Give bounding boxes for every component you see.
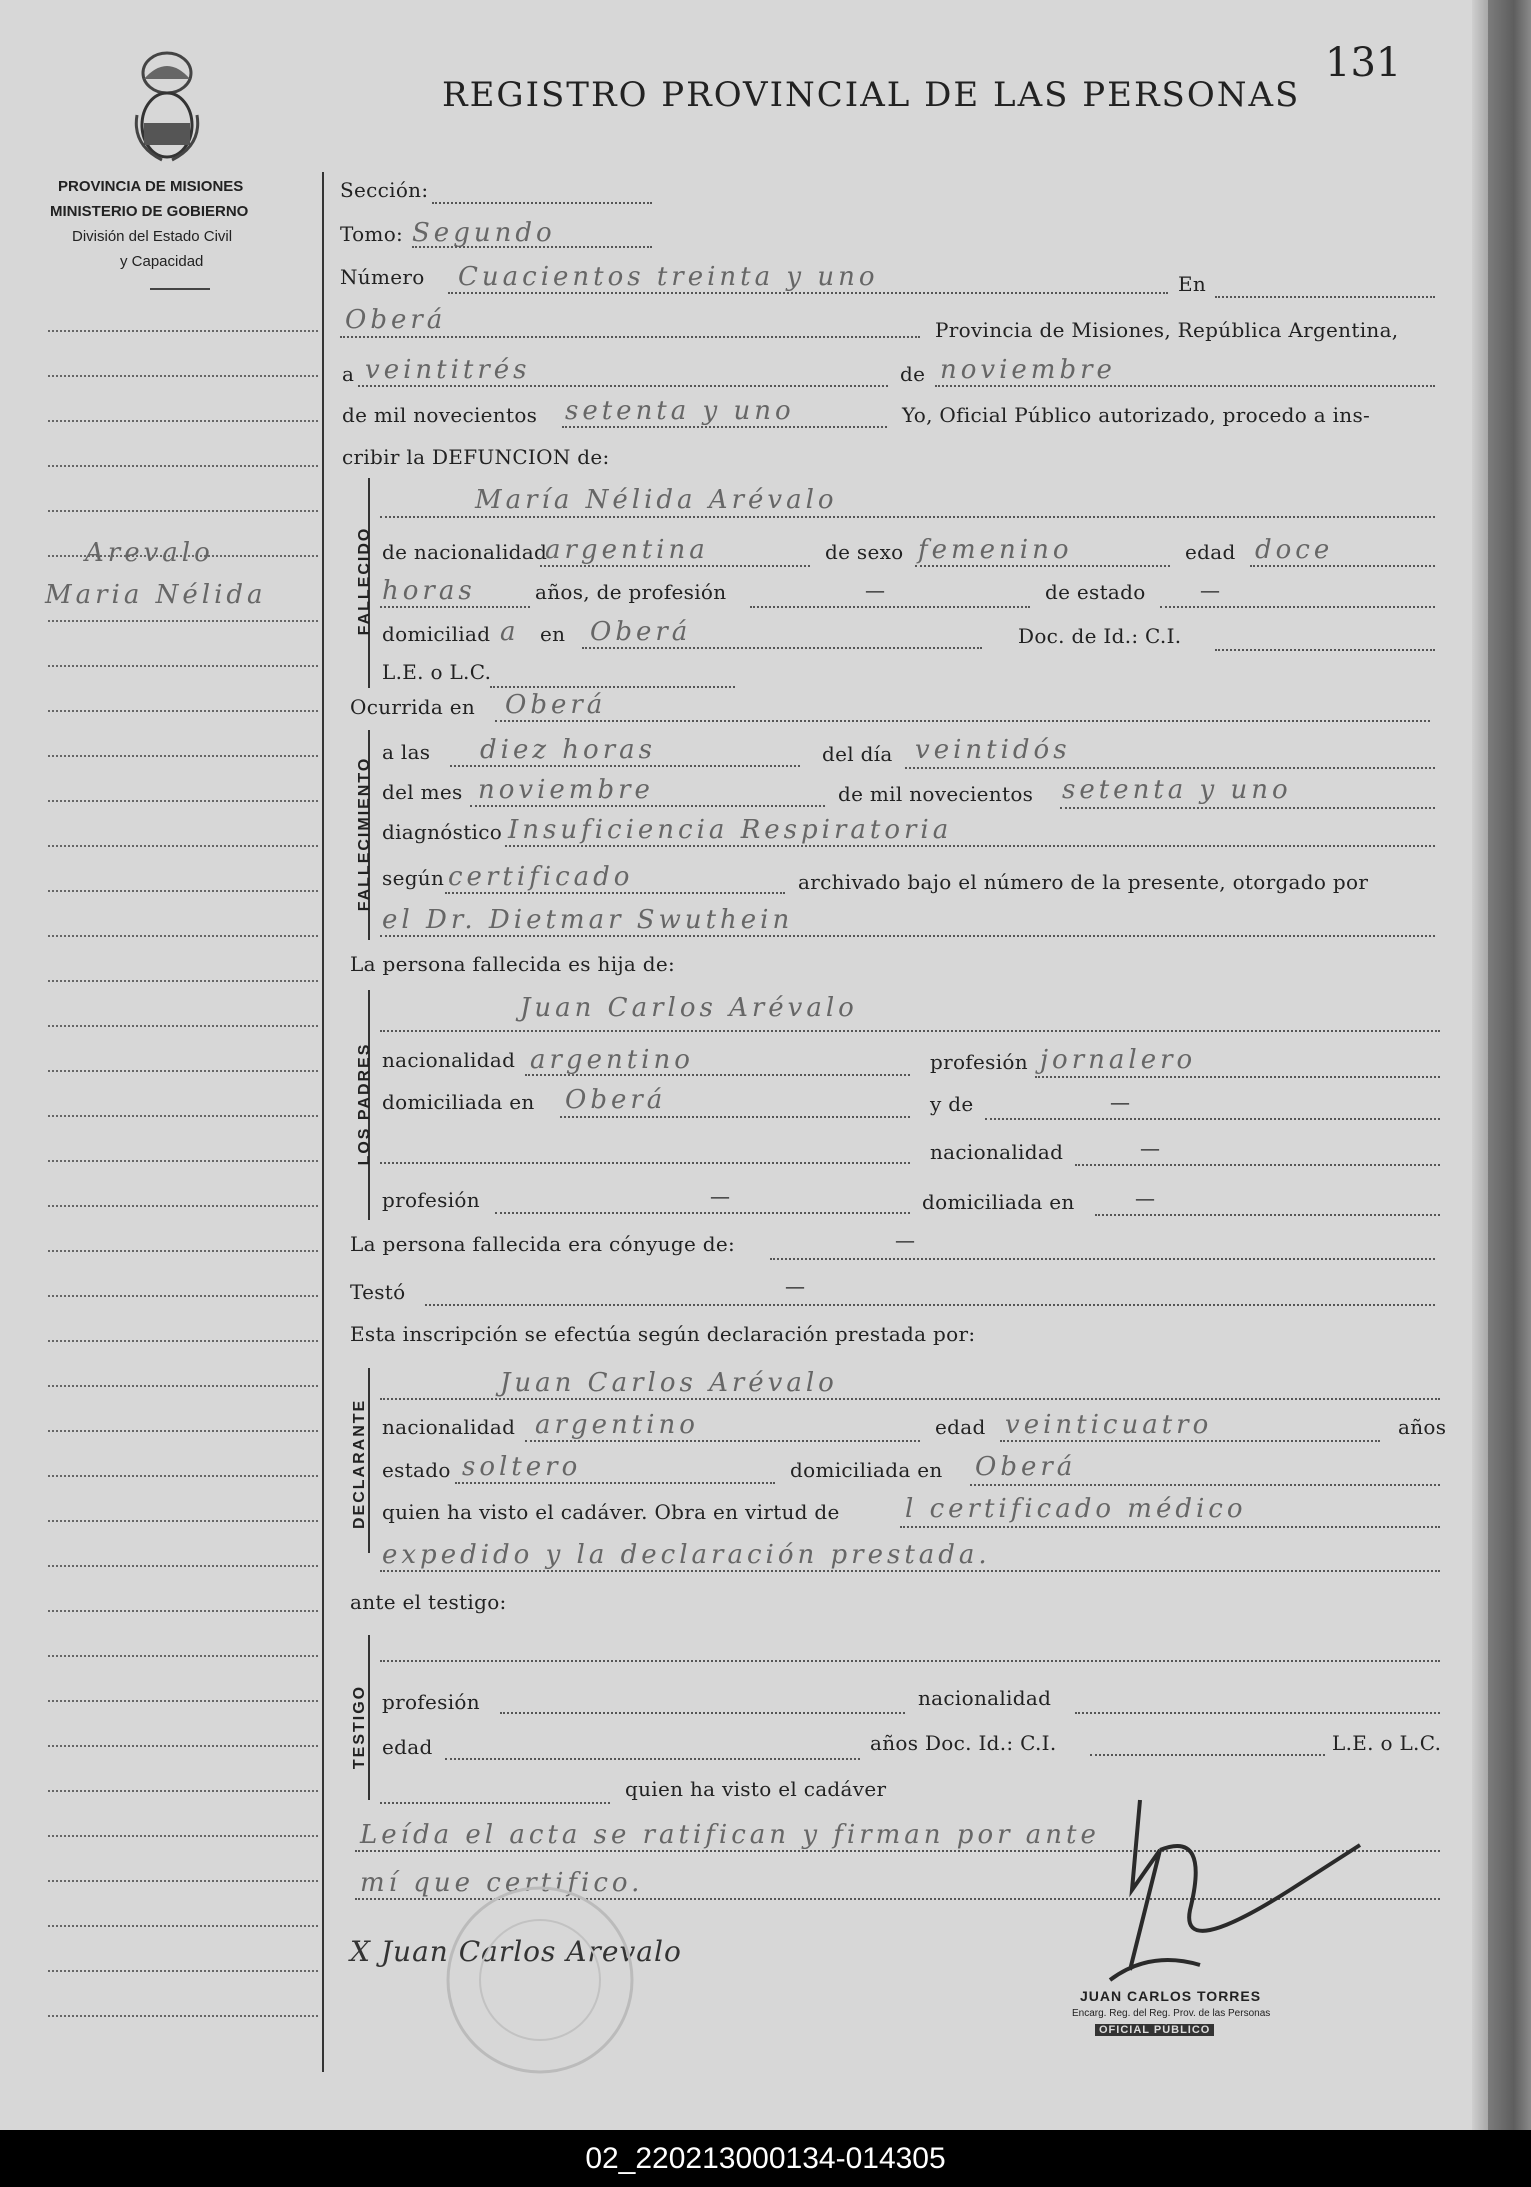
value-nacionalidad: argentina — [545, 535, 709, 565]
value-ocurrida: Oberá — [505, 690, 607, 720]
value-decl-estado: soltero — [462, 1452, 582, 1482]
label-de: de — [900, 362, 926, 386]
label-en: En — [1178, 272, 1207, 296]
value-madre-prof: — — [710, 1184, 731, 1208]
label-profesion-padre: profesión — [930, 1050, 1028, 1074]
margin-line — [48, 1475, 318, 1477]
value-decl-nac: argentino — [535, 1410, 699, 1440]
value-anio: setenta y uno — [565, 396, 795, 426]
signature-declarante: X Juan Carlos Arevalo — [350, 1935, 682, 1968]
office-line: División del Estado Civil — [72, 228, 233, 245]
page-number: 131 — [1325, 40, 1402, 86]
value-testo: — — [785, 1274, 806, 1298]
section-label-padres: LOS PADRES — [356, 1042, 373, 1166]
label-del-mes: del mes — [382, 780, 463, 804]
stamp-name: JUAN CARLOS TORRES — [1080, 1988, 1262, 2004]
margin-line — [48, 1925, 318, 1927]
value-nombre: María Nélida Arévalo — [475, 485, 838, 515]
margin-line — [48, 1970, 318, 1972]
label-nacionalidad-decl: nacionalidad — [382, 1415, 516, 1439]
label-mil: de mil novecientos — [342, 403, 538, 427]
margin-line — [48, 845, 318, 847]
label-quien-visto: quien ha visto el cadáver. Obra en virtud de — [382, 1500, 840, 1524]
label-anos-decl: años — [1398, 1415, 1447, 1439]
value-cierre-1: Leída el acta se ratifican y firman por ante — [360, 1820, 1100, 1850]
label-tomo: Tomo: — [340, 222, 404, 246]
margin-line — [48, 1610, 318, 1612]
value-madre-nac: — — [1140, 1136, 1161, 1160]
officer-signature-icon — [1090, 1770, 1370, 2000]
margin-line — [48, 1340, 318, 1342]
office-line: PROVINCIA DE MISIONES — [58, 178, 244, 195]
official-seal-icon — [440, 1880, 640, 2080]
value-mes: noviembre — [940, 355, 1116, 385]
label-domiciliad: domiciliad — [382, 622, 491, 646]
label-anos-doc: años Doc. Id.: C.I. — [870, 1731, 1057, 1755]
value-obra-virtud-1: l certificado médico — [905, 1494, 1247, 1524]
value-segun: certificado — [448, 862, 634, 892]
value-diagnostico: Insuficiencia Respiratoria — [508, 815, 953, 845]
label-a: a — [342, 362, 355, 386]
value-padre: Juan Carlos Arévalo — [520, 993, 858, 1023]
margin-line — [48, 665, 318, 667]
margin-given-name: Maria Nélida — [45, 580, 267, 610]
label-del-dia: del día — [822, 742, 893, 766]
label-ocurrida: Ocurrida en — [350, 695, 476, 719]
margin-line — [48, 1160, 318, 1162]
value-conyuge: — — [895, 1228, 916, 1252]
margin-line — [48, 420, 318, 422]
label-y-de: y de — [930, 1092, 974, 1116]
margin-line — [48, 710, 318, 712]
value-padre-dom: Oberá — [565, 1085, 667, 1115]
coat-of-arms-icon — [132, 45, 202, 165]
margin-line — [48, 1835, 318, 1837]
margin-line — [48, 620, 318, 622]
value-numero: Cuacientos treinta y uno — [458, 262, 879, 292]
label-a-las: a las — [382, 740, 431, 764]
value-mes-fallec: noviembre — [478, 775, 654, 805]
label-oficial: Yo, Oficial Público autorizado, procedo a ins- — [902, 403, 1371, 427]
margin-line — [48, 1520, 318, 1522]
label-edad: edad — [1185, 540, 1236, 564]
label-de-mil: de mil novecientos — [838, 782, 1034, 806]
margin-line — [48, 1655, 318, 1657]
margin-line — [48, 1880, 318, 1882]
value-profesion: — — [865, 578, 886, 602]
margin-line — [48, 1295, 318, 1297]
label-provincia: Provincia de Misiones, República Argentina, — [935, 318, 1399, 342]
margin-line — [48, 1745, 318, 1747]
value-declarante: Juan Carlos Arévalo — [500, 1368, 838, 1398]
margin-line — [48, 890, 318, 892]
label-domiciliada-padre: domiciliada en — [382, 1090, 535, 1114]
value-dia: veintitrés — [365, 355, 531, 385]
label-doc-id: Doc. de Id.: C.I. — [1018, 624, 1182, 648]
book-binding — [1488, 0, 1531, 2130]
label-archivado: archivado bajo el número de la presente, otorgado por — [798, 870, 1369, 894]
label-nacionalidad-testigo: nacionalidad — [918, 1686, 1052, 1710]
margin-line — [48, 1700, 318, 1702]
value-domicilio: Oberá — [590, 617, 692, 647]
office-line: y Capacidad — [120, 253, 204, 270]
label-nacionalidad: de nacionalidad — [382, 540, 548, 564]
value-en-lugar: Oberá — [345, 305, 447, 335]
label-domiciliada-decl: domiciliada en — [790, 1458, 943, 1482]
label-en: en — [540, 622, 566, 646]
page-edge — [1472, 0, 1488, 2130]
label-diagnostico: diagnóstico — [382, 820, 503, 844]
section-label-fallecido: FALLECIDO — [356, 526, 373, 636]
margin-line — [48, 1205, 318, 1207]
label-profesion-testigo: profesión — [382, 1690, 480, 1714]
margin-line — [48, 980, 318, 982]
value-sexo: femenino — [918, 535, 1073, 565]
value-decl-edad: veinticuatro — [1005, 1410, 1213, 1440]
margin-border — [322, 172, 324, 2072]
label-testo: Testó — [350, 1280, 406, 1304]
label-nacionalidad-madre: nacionalidad — [930, 1140, 1064, 1164]
label-anos-profesion: años, de profesión — [535, 580, 727, 604]
label-hija-de: La persona fallecida es hija de: — [350, 952, 676, 976]
margin-line — [48, 1070, 318, 1072]
label-edad-testigo: edad — [382, 1735, 433, 1759]
label-nacionalidad-padre: nacionalidad — [382, 1048, 516, 1072]
value-domiciliad-suffix: a — [500, 617, 520, 647]
label-segun: según — [382, 866, 445, 890]
margin-line — [48, 465, 318, 467]
stamp-role: Encarg. Reg. del Reg. Prov. de las Personas — [1072, 2008, 1271, 2019]
label-ante-testigo: ante el testigo: — [350, 1590, 507, 1614]
section-label-declarante: DECLARANTE — [351, 1398, 368, 1529]
label-sexo: de sexo — [825, 540, 904, 564]
label-seccion: Sección: — [340, 178, 429, 202]
value-decl-dom: Oberá — [975, 1452, 1077, 1482]
value-edad-unidad: horas — [382, 576, 476, 606]
value-otorgado-por: el Dr. Dietmar Swuthein — [382, 905, 794, 935]
margin-line — [48, 1430, 318, 1432]
margin-line — [48, 330, 318, 332]
value-estado: — — [1200, 578, 1221, 602]
value-padre-nac: argentino — [530, 1045, 694, 1075]
office-line: MINISTERIO DE GOBIERNO — [50, 203, 249, 220]
image-filename: 02_220213000134-014305 — [0, 2130, 1531, 2187]
margin-line — [48, 375, 318, 377]
label-estado: de estado — [1045, 580, 1146, 604]
value-hora: diez horas — [480, 735, 656, 765]
value-anio-fallec: setenta y uno — [1062, 775, 1292, 805]
value-dia-fallec: veintidós — [915, 735, 1071, 765]
label-conyuge: La persona fallecida era cónyuge de: — [350, 1232, 736, 1256]
margin-line — [48, 1790, 318, 1792]
value-tomo: Segundo — [412, 218, 556, 248]
page-title: REGISTRO PROVINCIAL DE LAS PERSONAS — [442, 75, 1301, 115]
value-cierre-2: mí que certifico. — [360, 1868, 644, 1898]
margin-surname: Arevalo — [85, 538, 214, 568]
label-profesion-madre: profesión — [382, 1188, 480, 1212]
label-edad-decl: edad — [935, 1415, 986, 1439]
value-madre: — — [1110, 1090, 1131, 1114]
margin-line — [48, 1025, 318, 1027]
label-domiciliada-madre: domiciliada en — [922, 1190, 1075, 1214]
label-le-lc-testigo: L.E. o L.C. — [1332, 1731, 1442, 1755]
margin-line — [48, 1565, 318, 1567]
label-numero: Número — [340, 265, 425, 289]
value-obra-virtud-2: expedido y la declaración prestada. — [382, 1540, 991, 1570]
margin-line — [48, 935, 318, 937]
section-label-testigo: TESTIGO — [351, 1684, 368, 1770]
section-label-fallecimiento: FALLECIMIENTO — [356, 756, 373, 912]
label-inscribir: cribir la DEFUNCION de: — [342, 445, 610, 469]
stamp-title: OFICIAL PÚBLICO — [1095, 2024, 1214, 2036]
label-le-lc: L.E. o L.C. — [382, 660, 492, 684]
label-quien-visto-testigo: quien ha visto el cadáver — [625, 1777, 887, 1801]
margin-line — [48, 1385, 318, 1387]
margin-line — [48, 755, 318, 757]
margin-line — [48, 510, 318, 512]
value-padre-prof: jornalero — [1040, 1045, 1197, 1075]
margin-line — [48, 1250, 318, 1252]
margin-line — [48, 2015, 318, 2017]
value-madre-dom: — — [1135, 1186, 1156, 1210]
label-inscripcion: Esta inscripción se efectúa según declaración prestada por: — [350, 1322, 976, 1346]
value-edad: doce — [1255, 535, 1334, 565]
divider — [150, 288, 210, 290]
label-estado-decl: estado — [382, 1458, 451, 1482]
margin-line — [48, 800, 318, 802]
margin-line — [48, 1115, 318, 1117]
